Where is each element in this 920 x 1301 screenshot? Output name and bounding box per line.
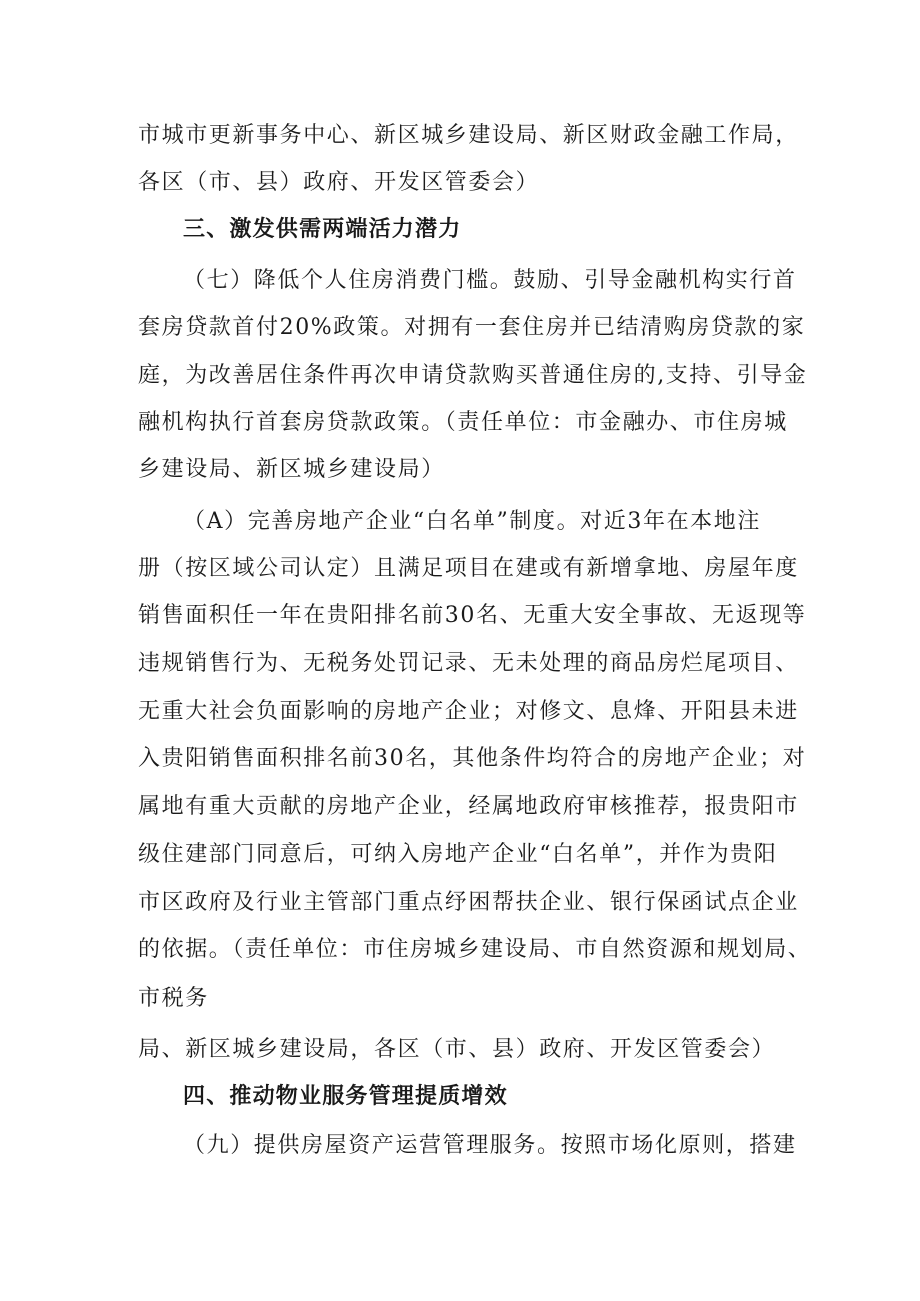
- paragraph-8-line: 市区政府及行业主管部门重点纾困帮扶企业、银行保函试点企业: [138, 890, 799, 915]
- section-heading-3: 三、激发供需两端活力潜力: [183, 217, 462, 242]
- paragraph-8-line: 无重大社会负面影响的房地产企业；对修文、息烽、开阳县未进: [138, 699, 799, 724]
- paragraph-8-line: 市税务: [138, 986, 209, 1011]
- text-line: 各区（市、县）政府、开发区管委会）: [138, 170, 540, 195]
- paragraph-8-line: 属地有重大贡献的房地产企业，经属地政府审核推荐，报贵阳市: [138, 794, 799, 819]
- paragraph-8-line: 级住建部门同意后，可纳入房地产企业“白名单”，并作为贵阳: [138, 842, 778, 867]
- paragraph-8-line: 销售面积任一年在贵阳排名前30名、无重大安全事故、无返现等: [138, 603, 807, 628]
- paragraph-7-line: 融机构执行首套房贷款政策。（责任单位：市金融办、市住房城: [138, 410, 788, 435]
- paragraph-7-line: 乡建设局、新区城乡建设局）: [138, 457, 445, 482]
- paragraph-9-line: （九）提供房屋资产运营管理服务。按照市场化原则，搭建: [183, 1133, 797, 1158]
- paragraph-8-line: 违规销售行为、无税务处罚记录、无未处理的商品房烂尾项目、: [138, 651, 799, 676]
- paragraph-7-line: 庭，为改善居住条件再次申请贷款购买普通住房的,支持、引导金: [138, 363, 808, 388]
- paragraph-8-line: 局、新区城乡建设局，各区（市、县）政府、开发区管委会）: [138, 1037, 776, 1062]
- paragraph-8-line: （A）完善房地产企业“白名单”制度。对近3年在本地注: [183, 509, 761, 534]
- paragraph-7-line: （七）降低个人住房消费门槛。鼓励、引导金融机构实行首: [183, 268, 797, 293]
- section-heading-4: 四、推动物业服务管理提质增效: [183, 1084, 508, 1109]
- paragraph-8-line: 册（按区域公司认定）且满足项目在建或有新增拿地、房屋年度: [138, 556, 799, 581]
- paragraph-8-line: 的依据。（责任单位：市住房城乡建设局、市自然资源和规划局、: [138, 937, 812, 962]
- text-line: 市城市更新事务中心、新区城乡建设局、新区财政金融工作局，: [138, 123, 799, 148]
- paragraph-8-line: 入贵阳销售面积排名前30名，其他条件均符合的房地产企业；对: [138, 746, 807, 771]
- paragraph-7-line: 套房贷款首付20%政策。对拥有一套住房并已结清购房贷款的家: [138, 315, 806, 340]
